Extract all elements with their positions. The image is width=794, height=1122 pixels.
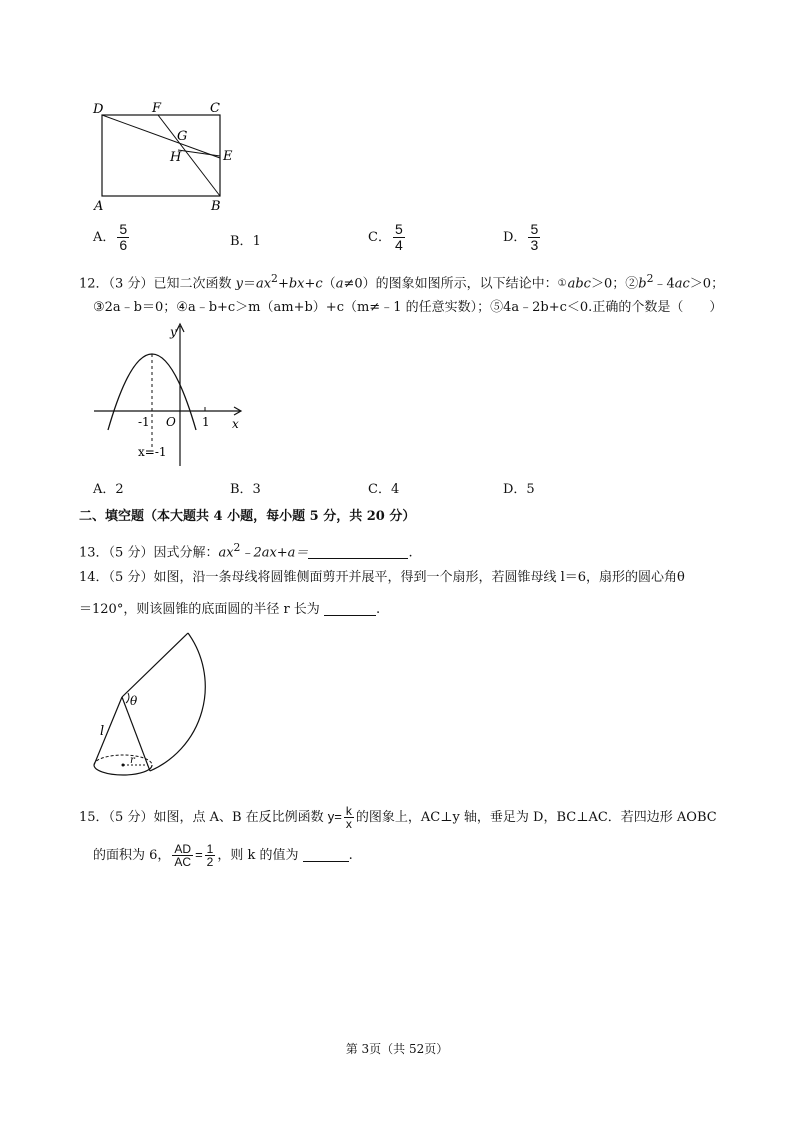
q12-line1: 12．（3 分）已知二次函数 $y=ax^2+bx+c(a\ne 0)$的图象如图所示，以下结论中：①abc＞0；$②b^2﹣4ac>0$；: [79, 272, 725, 292]
origin-label: O: [166, 415, 176, 429]
q14-line2: ＝120°，则该圆锥的底面圆的半径 r 长为 .: [79, 602, 381, 617]
q11-option-a: A． $\frac{5}{6}$: [93, 221, 128, 253]
parabola-graph: [90, 318, 250, 470]
label-A: A: [94, 199, 104, 214]
q14-answer-blank[interactable]: [324, 601, 376, 616]
y-axis-label: y: [170, 325, 177, 339]
x-axis-label: x: [232, 417, 239, 431]
q14-line1: 14．（5 分）如图，沿一条母线将圆锥侧面剪开并展平，得到一个扇形，若圆锥母线 l＝6，扇形的圆心角θ: [79, 570, 685, 585]
slant-label: l: [100, 724, 105, 739]
q12-option-c: C．4: [368, 482, 400, 497]
q15-line2: 的面积为 6， $\frac{AD}{AC}$ = $\frac{1}{2}$ ，则 k 的值为 .: [93, 842, 353, 869]
symmetry-axis-label: x=-1: [138, 445, 167, 459]
label-F: F: [152, 101, 162, 116]
q13-text: 13．（5 分）因式分解：$ax^2﹣2ax+a=$ .: [79, 541, 413, 561]
q11-option-b: B．1: [230, 234, 261, 249]
label-B: B: [211, 199, 221, 214]
q13-answer-blank[interactable]: [308, 544, 408, 559]
label-D: D: [93, 102, 104, 117]
q15-line1: 15．（5 分）如图，点 A、B 在反比例函数 y= $\frac{k}{x}$ 的图象上，AC⊥y 轴，垂足为 D，BC⊥AC．若四边形 AOBC: [79, 804, 717, 831]
q12-option-d: D．5: [503, 482, 535, 497]
tick-1: 1: [202, 415, 210, 429]
q15-answer-blank[interactable]: [303, 847, 349, 862]
label-E: E: [223, 149, 233, 164]
q11-option-d: D． $\frac{5}{3}$: [503, 221, 539, 253]
q11-option-c: C． $\frac{5}{4}$: [368, 221, 403, 253]
section-heading: 二、填空题（本大题共 4 小题，每小题 5 分，共 20 分）: [79, 509, 416, 524]
label-G: G: [177, 129, 188, 144]
q12-option-a: A．2: [93, 482, 124, 497]
label-H: H: [170, 150, 182, 165]
theta-label: θ: [130, 694, 138, 708]
cone-sector-figure: [88, 625, 228, 785]
tick-minus-1: -1: [138, 415, 150, 429]
label-C: C: [210, 101, 220, 116]
rectangle-figure: [88, 98, 248, 218]
page-footer: 第 3页（共 52页）: [345, 1042, 449, 1056]
q12-option-b: B．3: [230, 482, 261, 497]
radius-label: r: [130, 755, 135, 766]
q12-line2: ③2a﹣b＝0；④a﹣b+c＞m（am+b）+c（m≠﹣1 的任意实数）；⑤4a﹣2b+c＜0.正确的个数是（ ）: [93, 300, 723, 315]
